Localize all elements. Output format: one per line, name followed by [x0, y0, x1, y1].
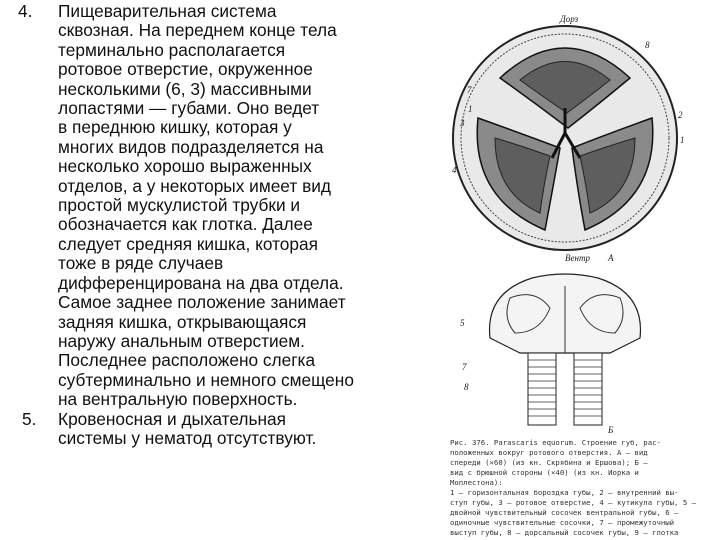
text-line: субтерминально и немного смещено	[58, 369, 354, 390]
text-line: несколько хорошо выраженных	[58, 156, 312, 177]
caption-line: Моплестона):	[450, 478, 503, 487]
illustration-svg	[440, 8, 715, 438]
caption-line: положенных вокруг ротового отверстия. А — вид	[450, 448, 648, 457]
item-number-5: 5.	[22, 408, 37, 429]
text-line: многих видов подразделяется на	[58, 136, 324, 157]
text-line: отделов, а у некоторых имеет вид	[58, 175, 331, 196]
list-item-5	[18, 410, 418, 449]
label-5: 5	[460, 318, 465, 328]
text-line: Пищеварительная система	[58, 1, 277, 21]
caption-line: спереди (×60) (из кн. Скрябина и Ершова); Б —	[450, 458, 648, 467]
text-line: в переднюю кишку, которая у	[58, 117, 292, 138]
text-line: сквозная. На переднем конце тела	[58, 20, 337, 41]
text-line: наружу анальным отверстием.	[58, 330, 305, 351]
list-item-4	[18, 2, 418, 410]
text-line: лопастями — губами. Оно ведет	[58, 98, 320, 119]
caption-line: Рис. 376. Parascaris equorum. Строение губ, рас-	[450, 438, 661, 447]
item-4-text	[58, 2, 418, 410]
text-line: терминально располагается	[58, 39, 286, 60]
label-1: 1	[468, 104, 473, 114]
item-number-4: 4.	[18, 1, 33, 21]
text-line: на вентральную поверхность.	[58, 389, 298, 410]
text-line: Последнее расположено слегка	[58, 350, 316, 371]
caption-line: 1 — горизонтальная бороздка губы, 2 — внутренний вы-	[450, 488, 679, 497]
text-line: обозначается как глотка. Далее	[58, 214, 313, 235]
label-3: 3	[460, 118, 465, 128]
main-text	[18, 2, 418, 448]
caption-line: выступ губы, 8 — дорсальный сосочек губы, 9 — глотка	[450, 528, 679, 537]
label-8: 8	[645, 40, 650, 50]
text-line: Самое заднее положение занимает	[58, 292, 346, 313]
figure-caption	[450, 438, 712, 538]
label-1-right: 1	[680, 135, 685, 145]
text-line: задняя кишка, открывающаяся	[58, 311, 307, 332]
text-line: дифференцирована на два отдела.	[58, 272, 344, 293]
front-view	[452, 14, 685, 263]
label-7: 7	[467, 85, 472, 95]
item-5-text	[58, 410, 418, 449]
text-line: следует средняя кишка, которая	[58, 233, 318, 254]
caption-line: вид с брюшной стороны (×40) (из кн. Иорка и	[450, 468, 639, 477]
dorsal-label: Дорз	[560, 14, 579, 24]
view-b-label: Б	[608, 425, 614, 435]
label-4: 4	[452, 165, 457, 175]
ventral-label: Вентр	[565, 253, 590, 263]
caption-line: ступ губы, 3 — ротовое отверстие, 4 — кутикула губы, 5 —	[450, 498, 697, 507]
text-line: системы у нематод отсутствуют.	[58, 427, 317, 448]
pharynx-left	[528, 353, 556, 425]
caption-line: двойной чувствительный сосочек вентральной губы, 6 —	[450, 508, 679, 517]
text-line: Кровеносная и дыхательная	[58, 408, 286, 429]
text-line: ротовое отверстие, окруженное	[58, 59, 313, 80]
label-7-b: 7	[462, 362, 467, 372]
text-line: несколькими (6, 3) массивными	[58, 78, 312, 99]
caption-line: одиночные чувствительные сосочки, 7 — промежуточный	[450, 518, 675, 527]
label-8-b: 8	[464, 382, 469, 392]
label-2: 2	[678, 110, 683, 120]
ventral-view	[460, 274, 640, 435]
pharynx-right	[574, 353, 602, 425]
text-line: простой мускулистой трубки и	[58, 195, 301, 216]
view-a-label: А	[608, 253, 614, 263]
text-line: тоже в ряде случаев	[58, 253, 224, 274]
lips-illustration	[440, 8, 715, 438]
